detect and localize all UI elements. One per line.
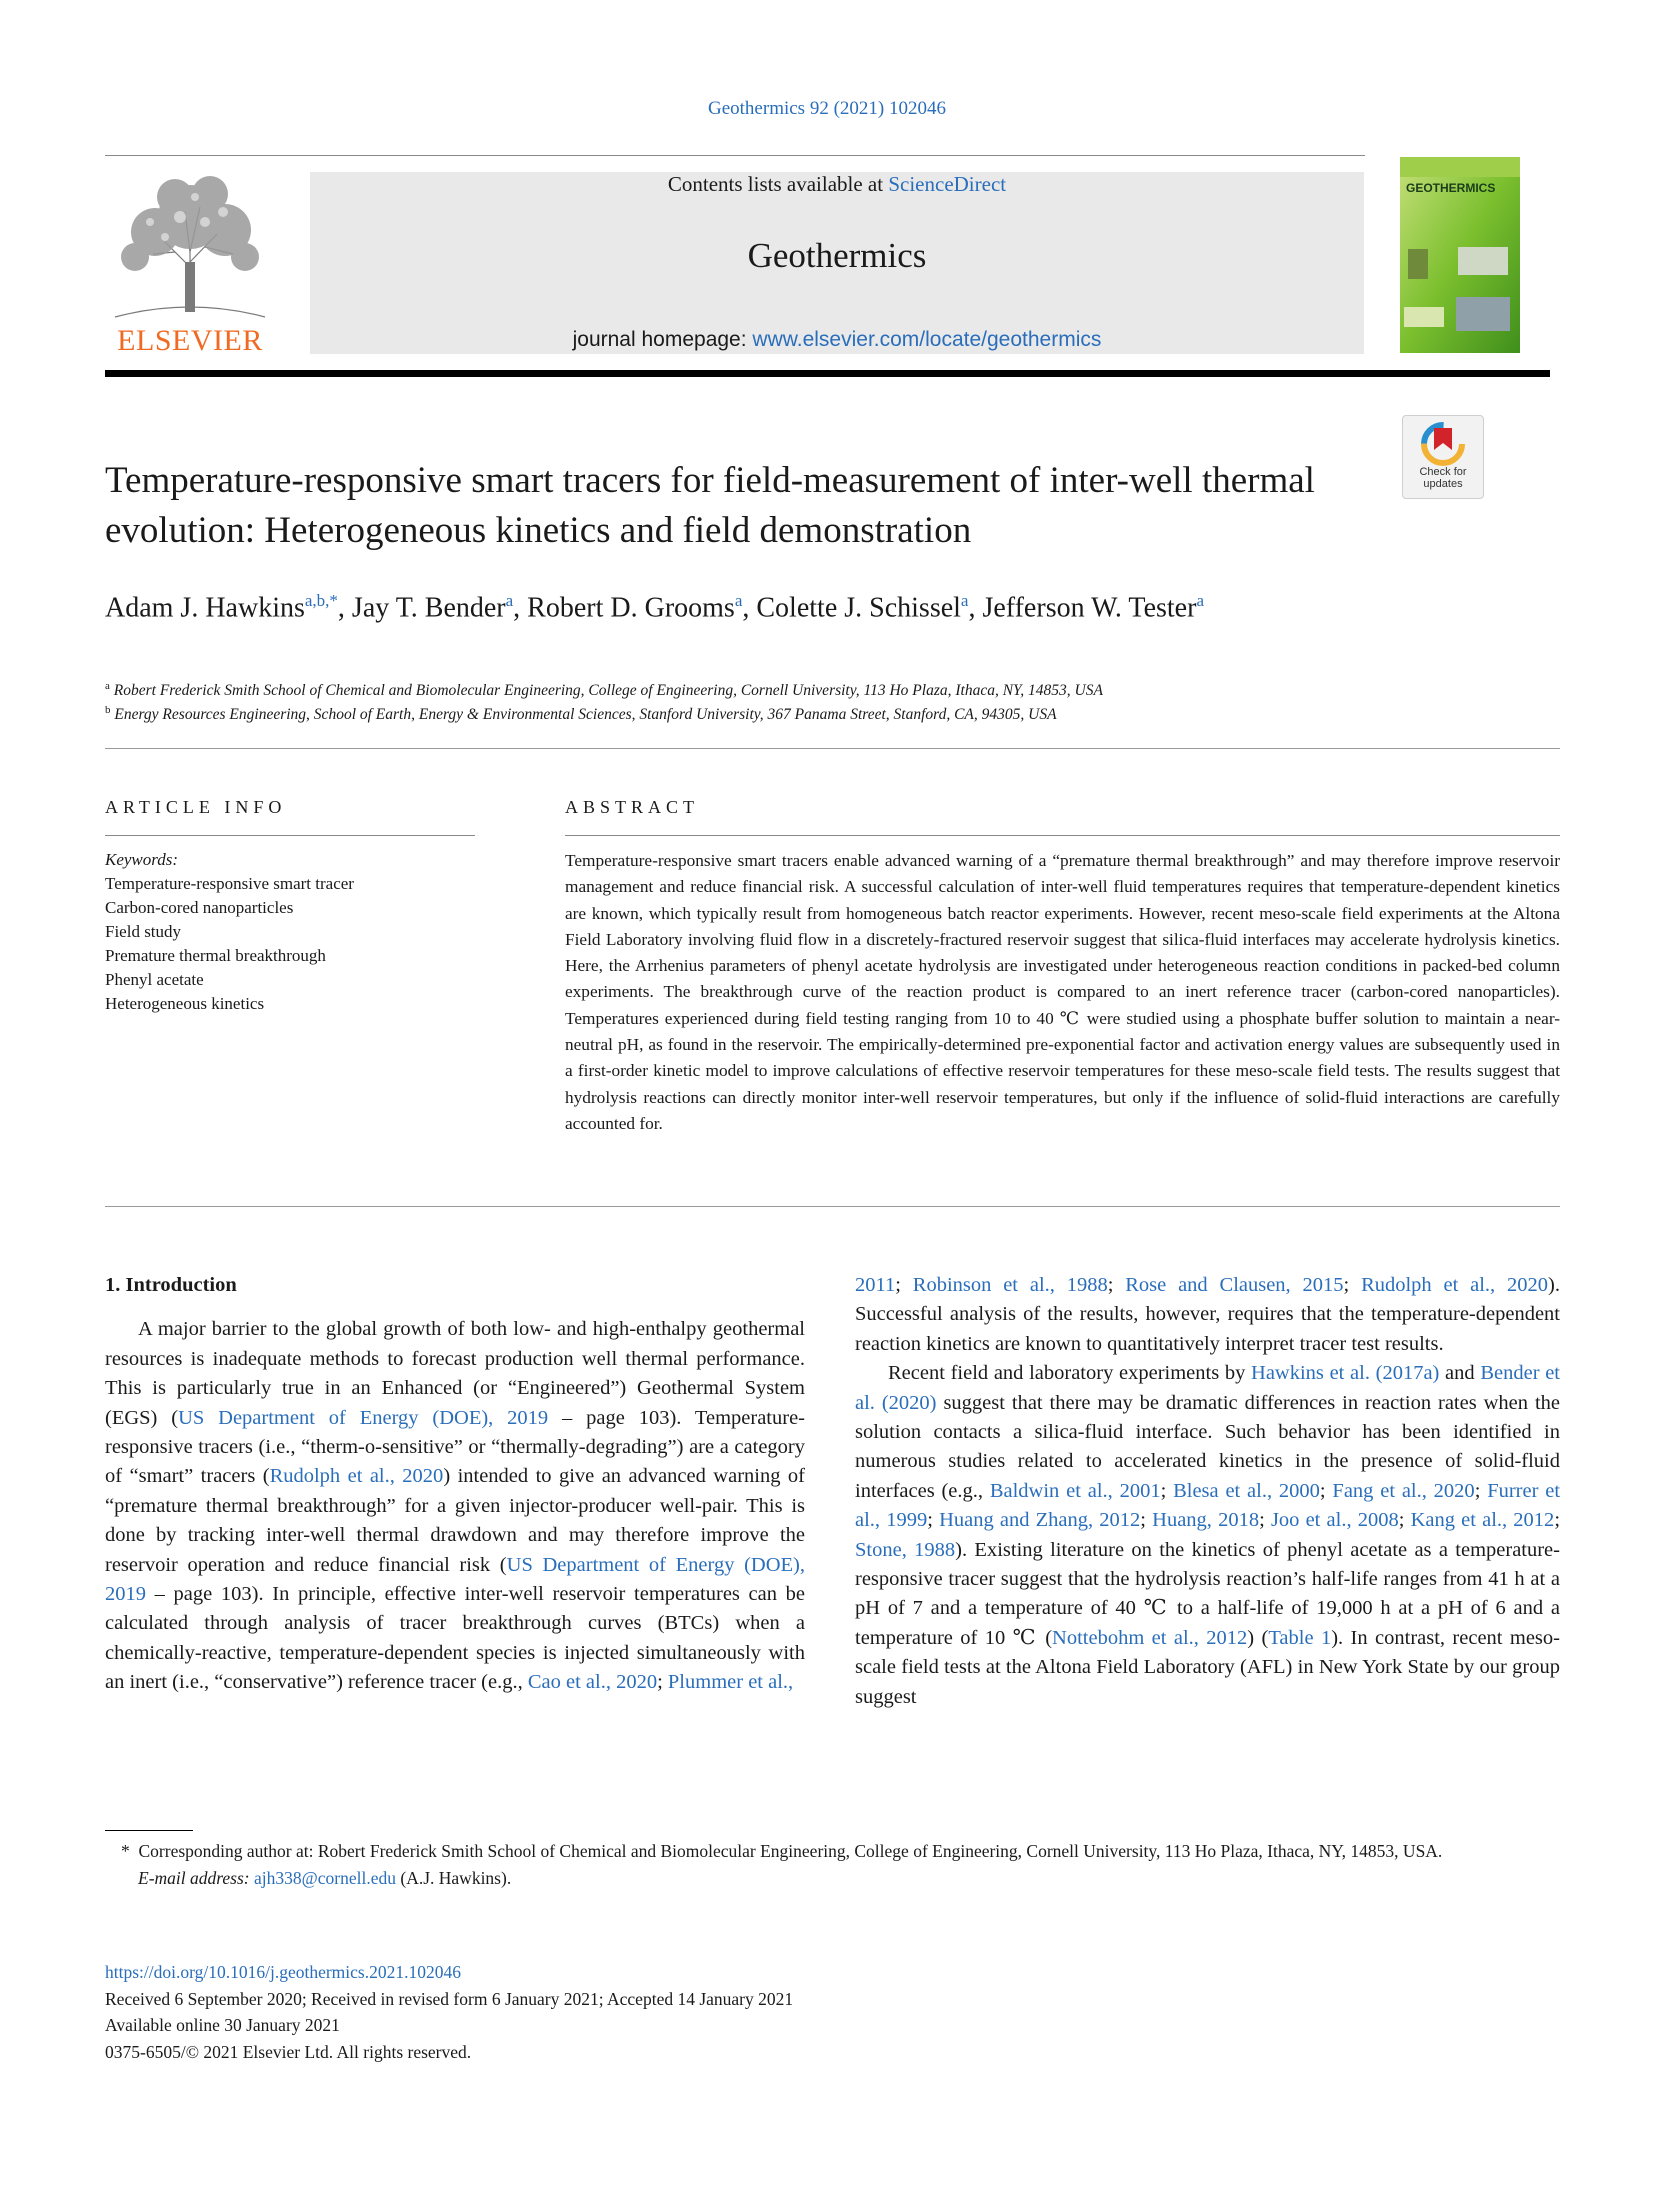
citation-link[interactable]: Baldwin et al., 2001	[989, 1479, 1161, 1502]
email-link[interactable]: ajh338@cornell.edu	[254, 1868, 396, 1888]
sciencedirect-link[interactable]: ScienceDirect	[888, 172, 1007, 196]
check-for-updates-button[interactable]	[1402, 415, 1484, 499]
contents-prefix: Contents lists available at	[667, 172, 889, 196]
copyright: 0375-6505/© 2021 Elsevier Ltd. All rights reserved.	[105, 2041, 472, 2062]
corresponding-author-footnote	[105, 1838, 1560, 1892]
citation-link[interactable]: Hawkins et al. (2017a)	[1251, 1362, 1440, 1385]
body-paragraph: Recent field and laboratory experiments by Hawkins et al. (2017a) and Bender et al. (2020) suggest that there may be dramatic differences in reaction rates when the solution contacts a silica-fluid interface. Such behavior has been identified in numerous studies related to accelerated kinetics in the presence of solid-fluid interfaces (e.g., Baldwin et al., 2001; Blesa et al., 2000; Fang et al., 2020; Furrer et al., 1999; Huang and Zhang, 2012; Huang, 2018; Joo et al., 2008; Kang et al., 2012; Stone, 1988). Existing literature on the kinetics of phenyl acetate as a temperature-responsive tracer suggest that the hydrolysis reaction’s half-life ranges from 41 h at a pH of 7 and a temperature of 40 ℃ to a half-life of 19,000 h at a pH of 6 and a temperature of 10 ℃ (Nottebohm et al., 2012) (Table 1). In contrast, recent meso-scale field tests at the Altona Field Laboratory (AFL) in New York State by our group suggest	[855, 1362, 1561, 1708]
email-label: E-mail address:	[138, 1868, 255, 1888]
author-affiliation-mark[interactable]: a	[734, 591, 743, 610]
author-name[interactable]: Robert D. Grooms	[527, 592, 735, 624]
citation-link[interactable]: Fang et al., 2020	[1332, 1479, 1475, 1502]
doi-link[interactable]: https://doi.org/10.1016/j.geothermics.2021.102046	[105, 1962, 461, 1982]
available-online: Available online 30 January 2021	[105, 2015, 340, 2035]
citation-link[interactable]: Huang and Zhang, 2012	[939, 1509, 1141, 1532]
header-bottom-rule	[105, 370, 1550, 377]
crossmark-icon	[1403, 418, 1483, 468]
body-right-column	[855, 1271, 1560, 1712]
keyword: Phenyl acetate	[105, 970, 204, 989]
journal-homepage	[310, 328, 1364, 352]
author-name[interactable]: Jay T. Bender	[351, 592, 506, 624]
author-list: Adam J. Hawkins$^{a,b,*}$, Jay T. Bender$^a$, Robert D. Grooms$^a$, Colette J. Schissel$^a$, Jefferson W. Tester$^a$	[105, 591, 1204, 624]
citation-link[interactable]: Robinson et al., 1988	[912, 1274, 1108, 1296]
footnote-text: Corresponding author at: Robert Frederick Smith School of Chemical and Biomolecular Engineering, College of Engineering, Cornell University, 113 Ho Plaza, Ithaca, NY, 14853, USA.	[138, 1841, 1443, 1861]
received-dates: Received 6 September 2020; Received in revised form 6 January 2021; Accepted 14 January 2021	[105, 1988, 794, 2009]
affiliation-mark: a	[105, 680, 110, 692]
citation-link[interactable]: Furrer et al., 1999	[855, 1479, 1561, 1532]
homepage-label: journal homepage:	[572, 328, 753, 351]
citation-link[interactable]: Stone, 1988	[855, 1538, 956, 1561]
affiliation-rule	[105, 748, 1560, 749]
citation-link[interactable]: Nottebohm et al., 2012	[1052, 1626, 1248, 1649]
citation-link[interactable]: Rudolph et al., 2020	[269, 1465, 444, 1488]
citation-link[interactable]: Rose and Clausen, 2015	[1125, 1274, 1344, 1296]
abstract-bottom-rule	[105, 1206, 1560, 1207]
journal-name: Geothermics	[747, 236, 927, 275]
homepage-link[interactable]: www.elsevier.com/locate/geothermics	[752, 328, 1102, 351]
footnote-star: *	[121, 1841, 130, 1861]
author-name[interactable]: Jefferson W. Tester	[982, 592, 1197, 624]
keyword: Field study	[105, 922, 182, 941]
affiliation-text: Robert Frederick Smith School of Chemical and Biomolecular Engineering, College of Engineering, Cornell University, 113 Ho Plaza, Ithaca, NY, 14853, USA	[113, 682, 1103, 700]
author-affiliation-mark[interactable]: a	[1196, 591, 1204, 610]
keyword: Premature thermal breakthrough	[105, 946, 326, 965]
author-affiliation-mark[interactable]: a	[505, 591, 514, 610]
table-link[interactable]: Table 1	[1268, 1626, 1332, 1649]
author-name[interactable]: Adam J. Hawkins	[105, 592, 305, 624]
affiliation-text: Energy Resources Engineering, School of Earth, Energy & Environmental Sciences, Stanford University, 367 Panama Street, Stanford, CA, 94305, USA	[114, 706, 1057, 724]
body-paragraph: 2011; Robinson et al., 1988; Rose and Clausen, 2015; Rudolph et al., 2020). Successful analysis of the results, however, requires that the temperature-dependent reaction kinetics are known to quantitatively interpret tracer test results.	[855, 1274, 1560, 1355]
keywords-block	[105, 848, 480, 1016]
citation-link[interactable]: Blesa et al., 2000	[1173, 1479, 1320, 1502]
article-info-rule	[105, 835, 475, 836]
keyword: Temperature-responsive smart tracer	[105, 874, 354, 893]
article-title: Temperature-responsive smart tracers for field-measurement of inter-well thermal evolution: Heterogeneous kinetics and field demonstration	[105, 460, 1315, 551]
affiliation-mark: b	[105, 704, 111, 716]
author-name[interactable]: Colette J. Schissel	[756, 592, 961, 624]
affiliation	[105, 698, 1057, 727]
citation-link[interactable]: 2011	[855, 1274, 896, 1296]
citation-link[interactable]: Joo et al., 2008	[1270, 1509, 1399, 1532]
citation-link[interactable]: US Department of Energy (DOE), 2019	[178, 1406, 549, 1429]
journal-cover-thumbnail[interactable]	[1400, 157, 1520, 353]
email-suffix: (A.J. Hawkins).	[396, 1868, 512, 1888]
footnote-rule	[105, 1830, 193, 1831]
body-left-column	[105, 1271, 805, 1698]
journal-reference[interactable]: Geothermics 92 (2021) 102046	[708, 98, 946, 119]
contents-line	[310, 172, 1364, 197]
author-affiliation-mark[interactable]: a	[960, 591, 969, 610]
cover-title: GEOTHERMICS	[1406, 181, 1496, 195]
author-affiliation-mark[interactable]: a,b,*	[304, 591, 338, 610]
section-heading: 1. Introduction	[105, 1274, 237, 1296]
header-top-rule	[105, 155, 1365, 156]
abstract-heading: ABSTRACT	[565, 797, 700, 817]
keywords-label: Keywords:	[105, 850, 179, 869]
article-info-heading: ARTICLE INFO	[105, 797, 287, 817]
abstract-rule	[565, 835, 1560, 836]
publication-info	[105, 1959, 793, 2065]
keyword: Heterogeneous kinetics	[105, 994, 265, 1013]
check-for-updates-label: Check for updates	[1419, 466, 1467, 490]
citation-link[interactable]: Huang, 2018	[1152, 1509, 1260, 1532]
publisher-wordmark: ELSEVIER	[117, 324, 263, 357]
citation-link[interactable]: US Department of Energy (DOE), 2019	[105, 1553, 805, 1606]
intro-paragraph: A major barrier to the global growth of both low- and high-enthalpy geothermal resources is inadequate methods to forecast production well thermal performance. This is particularly true in an Enhanced (or “Engineered”) Geothermal System (EGS) (US Department of Energy (DOE), 2019 – page 103). Temperature-responsive tracers (i.e., “therm-o-sensitive” or “thermally-degrading”) are a category of “smart” tracers (Rudolph et al., 2020) intended to give an advanced warning of “premature thermal breakthrough” for a given injector-producer well-pair. This is done by tracking inter-well thermal drawdown and may therefore improve the reservoir operation and reduce financial risk (US Department of Energy (DOE), 2019 – page 103). In principle, effective inter-well reservoir temperatures can be calculated through analysis of tracer breakthrough curves (BTCs) when a chemically-reactive, temperature-dependent species is injected simultaneously with an inert (i.e., “conservative”) reference tracer (e.g., Cao et al., 2020; Plummer et al.,	[105, 1318, 805, 1694]
abstract-text: Temperature-responsive smart tracers enable advanced warning of a “premature thermal breakthrough” and may therefore improve reservoir management and reduce financial risk. A successful calculation of inter-well fluid temperatures requires that temperature-dependent kinetics are known, which typically result from homogeneous batch reactor experiments. However, recent meso-scale field experiments at the Altona Field Laboratory involving fluid flow in a discretely-fractured reservoir suggest that silica-fluid interfaces may accelerate hydrolysis kinetics. Here, the Arrhenius parameters of phenyl acetate hydrolysis are investigated under heterogeneous reaction conditions in packed-bed column experiments. The breakthrough curve of the reaction product is compared to an inert reference tracer (carbon-cored nanoparticles). Temperatures experienced during field testing ranging from 10 to 40 ℃ were studied using a phosphate buffer solution to maintain a near-neutral pH, as found in the reservoir. The empirically-determined pre-exponential factor and activation energy values are subsequently used in a first-order kinetic model to improve calculations of effective reservoir temperatures for these meso-scale field tests. The results suggest that hydrolysis reactions can directly monitor inter-well reservoir temperatures, but only if the influence of solid-fluid interactions are carefully accounted for.	[565, 851, 1560, 1133]
citation-link[interactable]: Plummer et al.,	[667, 1671, 794, 1694]
keyword: Carbon-cored nanoparticles	[105, 898, 294, 917]
citation-link[interactable]: Cao et al., 2020	[527, 1671, 658, 1694]
citation-link[interactable]: Kang et al., 2012	[1410, 1509, 1555, 1532]
citation-link[interactable]: Bender et al. (2020)	[855, 1362, 1560, 1414]
citation-link[interactable]: Rudolph et al., 2020	[1361, 1274, 1549, 1296]
